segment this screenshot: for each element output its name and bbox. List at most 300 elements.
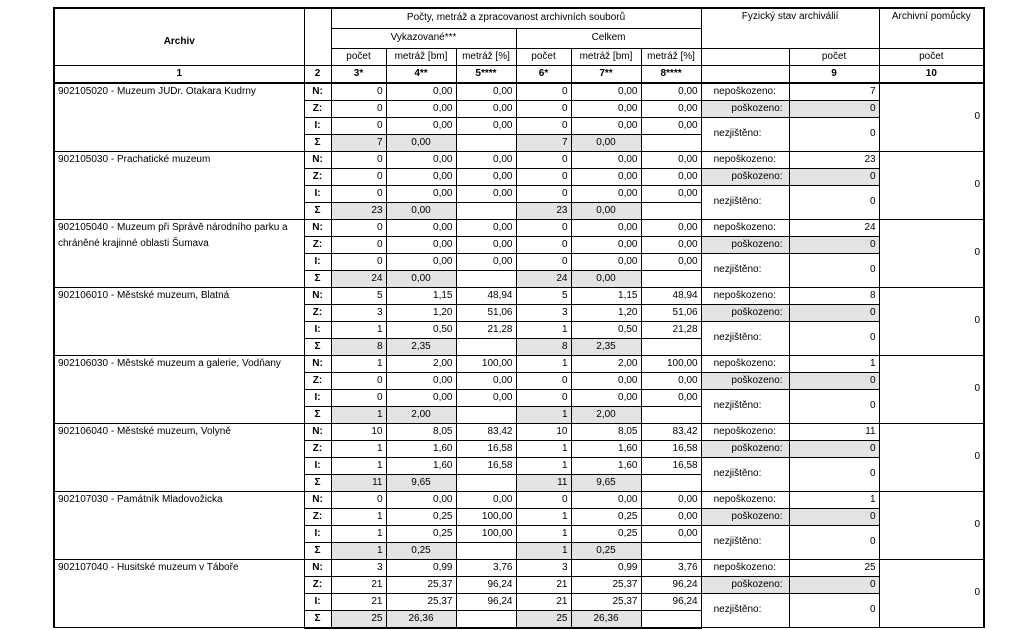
sum-value: 8 — [331, 338, 386, 355]
cell-value: 0 — [331, 83, 386, 101]
header-metraz-bm: metráž [bm] — [571, 48, 641, 65]
row-code: Z: — [304, 304, 331, 321]
status-label-nez: nezjištěno: — [701, 185, 789, 219]
cell-value: 0,00 — [456, 185, 516, 202]
cell-value: 0,00 — [571, 168, 641, 185]
status-label-nez: nezjištěno: — [701, 321, 789, 355]
sum-value: 26,36 — [571, 610, 641, 628]
row-code-sum: Σ — [304, 406, 331, 423]
sum-value: 2,00 — [571, 406, 641, 423]
cell-value: 21 — [516, 576, 571, 593]
cell-value: 1,20 — [571, 304, 641, 321]
status-label-nez: nezjištěno: — [701, 117, 789, 151]
status-value: 25 — [789, 559, 879, 576]
archive-name: 902107030 - Památník Mladovožicka — [54, 491, 304, 559]
row-code: Z: — [304, 508, 331, 525]
cell-value: 0,00 — [386, 253, 456, 270]
status-value: 0 — [789, 117, 879, 151]
cell-value: 51,06 — [456, 304, 516, 321]
sum-value: 0,00 — [386, 270, 456, 287]
sum-value: 7 — [331, 134, 386, 151]
row-code: Z: — [304, 100, 331, 117]
archive-row-n — [54, 219, 984, 236]
header-archivni-pomucky: Archivní pomůcky — [879, 8, 984, 48]
status-value: 1 — [789, 355, 879, 372]
cell-value: 3 — [516, 559, 571, 576]
sum-value: 24 — [331, 270, 386, 287]
sum-value: 26,36 — [386, 610, 456, 628]
cell-value: 1,20 — [386, 304, 456, 321]
row-code: I: — [304, 593, 331, 610]
archive-table — [53, 7, 985, 629]
status-value: 0 — [789, 321, 879, 355]
cell-value: 0 — [516, 491, 571, 508]
cell-value: 0,50 — [386, 321, 456, 338]
sum-value: 25 — [516, 610, 571, 628]
cell-value: 10 — [516, 423, 571, 440]
header-pocet: počet — [789, 48, 879, 65]
cell-value: 0,00 — [571, 117, 641, 134]
col-number: 5**** — [456, 65, 516, 83]
cell-value: 5 — [516, 287, 571, 304]
sum-value: 2,35 — [386, 338, 456, 355]
cell-value: 0,00 — [456, 491, 516, 508]
cell-value: 25,37 — [386, 576, 456, 593]
cell-value: 1 — [331, 355, 386, 372]
cell-value: 25,37 — [571, 593, 641, 610]
header-vykazovane: Vykazované*** — [331, 28, 516, 48]
cell-value: 1 — [516, 457, 571, 474]
sum-value: 0,00 — [571, 134, 641, 151]
cell-value: 100,00 — [456, 355, 516, 372]
row-code: Z: — [304, 168, 331, 185]
cell-value: 0,00 — [641, 389, 701, 406]
cell-value: 0 — [516, 185, 571, 202]
archive-row-n — [54, 491, 984, 508]
cell-value: 0,25 — [386, 525, 456, 542]
sum-value: 11 — [331, 474, 386, 491]
row-code: N: — [304, 559, 331, 576]
cell-value: 0 — [516, 100, 571, 117]
sum-value: 0,00 — [571, 270, 641, 287]
cell-value: 0,99 — [571, 559, 641, 576]
cell-value: 0 — [331, 236, 386, 253]
cell-value: 0,00 — [641, 372, 701, 389]
cell-value: 0 — [331, 151, 386, 168]
row-code-sum: Σ — [304, 474, 331, 491]
pomucky-value: 0 — [879, 219, 984, 287]
cell-value: 0,00 — [571, 219, 641, 236]
row-code: Z: — [304, 236, 331, 253]
header-metraz-pct: metráž [%] — [641, 48, 701, 65]
status-label-po: poškozeno: — [701, 372, 789, 389]
row-code: I: — [304, 457, 331, 474]
status-label-po: poškozeno: — [701, 236, 789, 253]
cell-value: 0,00 — [641, 185, 701, 202]
pomucky-value: 0 — [879, 83, 984, 152]
row-code: N: — [304, 151, 331, 168]
archive-name: 902107040 - Husitské muzeum v Táboře — [54, 559, 304, 628]
sum-value: 0,25 — [386, 542, 456, 559]
row-code-sum: Σ — [304, 610, 331, 628]
cell-value: 0,00 — [386, 117, 456, 134]
row-code-sum: Σ — [304, 270, 331, 287]
status-value: 0 — [789, 593, 879, 628]
archive-row-n — [54, 83, 984, 101]
row-code: Z: — [304, 440, 331, 457]
cell-value: 1,60 — [386, 440, 456, 457]
pomucky-value: 0 — [879, 423, 984, 491]
header-celkem: Celkem — [516, 28, 701, 48]
sum-blank — [641, 202, 701, 219]
status-label-nepo: nepoškozeno: — [701, 219, 789, 236]
cell-value: 0 — [331, 372, 386, 389]
status-label-po: poškozeno: — [701, 508, 789, 525]
cell-value: 0,00 — [641, 168, 701, 185]
cell-value: 1,15 — [571, 287, 641, 304]
cell-value: 0,00 — [456, 253, 516, 270]
cell-value: 0 — [516, 83, 571, 101]
cell-value: 0,00 — [386, 372, 456, 389]
col-number: 2 — [304, 65, 331, 83]
cell-value: 0 — [516, 253, 571, 270]
cell-value: 0,00 — [386, 83, 456, 101]
status-label-nepo: nepoškozeno: — [701, 151, 789, 168]
cell-value: 0,00 — [571, 491, 641, 508]
sum-blank — [456, 338, 516, 355]
sum-blank — [456, 610, 516, 628]
sum-value: 9,65 — [571, 474, 641, 491]
archive-row-n — [54, 355, 984, 372]
status-value: 0 — [789, 100, 879, 117]
cell-value: 8,05 — [386, 423, 456, 440]
status-value: 0 — [789, 253, 879, 287]
col-number: 6* — [516, 65, 571, 83]
cell-value: 0,99 — [386, 559, 456, 576]
cell-value: 0 — [516, 219, 571, 236]
col-number: 8**** — [641, 65, 701, 83]
archive-name: 902105030 - Prachatické muzeum — [54, 151, 304, 219]
cell-value: 0,00 — [571, 253, 641, 270]
cell-value: 96,24 — [641, 576, 701, 593]
cell-value: 3 — [331, 559, 386, 576]
sum-blank — [641, 406, 701, 423]
sum-blank — [641, 542, 701, 559]
cell-value: 1 — [331, 321, 386, 338]
sum-blank — [641, 338, 701, 355]
status-value: 7 — [789, 83, 879, 101]
cell-value: 2,00 — [571, 355, 641, 372]
status-label-nepo: nepoškozeno: — [701, 423, 789, 440]
status-value: 0 — [789, 508, 879, 525]
cell-value: 0,00 — [456, 100, 516, 117]
status-label-nez: nezjištěno: — [701, 457, 789, 491]
cell-value: 0,00 — [641, 219, 701, 236]
cell-value: 1 — [331, 440, 386, 457]
cell-value: 0,25 — [571, 508, 641, 525]
cell-value: 1 — [331, 525, 386, 542]
cell-value: 1 — [516, 355, 571, 372]
status-value: 0 — [789, 576, 879, 593]
status-label-nepo: nepoškozeno: — [701, 355, 789, 372]
row-code: I: — [304, 117, 331, 134]
cell-value: 0,00 — [456, 389, 516, 406]
status-label-nez: nezjištěno: — [701, 253, 789, 287]
cell-value: 0,00 — [641, 83, 701, 101]
sum-blank — [456, 542, 516, 559]
col-number-blank — [701, 65, 789, 83]
archive-name: 902106030 - Městské muzeum a galerie, Vodňany — [54, 355, 304, 423]
cell-value: 16,58 — [641, 457, 701, 474]
cell-value: 0,25 — [386, 508, 456, 525]
sum-blank — [456, 202, 516, 219]
cell-value: 0 — [331, 389, 386, 406]
status-value: 11 — [789, 423, 879, 440]
status-label-nepo: nepoškozeno: — [701, 491, 789, 508]
cell-value: 96,24 — [641, 593, 701, 610]
cell-value: 0 — [516, 372, 571, 389]
col-number: 4** — [386, 65, 456, 83]
cell-value: 0,00 — [571, 236, 641, 253]
cell-value: 1 — [516, 525, 571, 542]
cell-value: 2,00 — [386, 355, 456, 372]
cell-value: 16,58 — [456, 457, 516, 474]
cell-value: 0 — [516, 236, 571, 253]
sum-blank — [456, 474, 516, 491]
cell-value: 0 — [331, 185, 386, 202]
status-value: 0 — [789, 389, 879, 423]
status-label-nez: nezjištěno: — [701, 389, 789, 423]
row-code: Z: — [304, 576, 331, 593]
header-metraz-bm: metráž [bm] — [386, 48, 456, 65]
cell-value: 0,00 — [641, 491, 701, 508]
pomucky-value: 0 — [879, 287, 984, 355]
header-pocet: počet — [516, 48, 571, 65]
sum-value: 0,25 — [571, 542, 641, 559]
sum-blank — [641, 610, 701, 628]
header-code-blank — [304, 8, 331, 65]
cell-value: 0,00 — [641, 236, 701, 253]
row-code: N: — [304, 219, 331, 236]
cell-value: 100,00 — [456, 525, 516, 542]
cell-value: 48,94 — [641, 287, 701, 304]
cell-value: 0 — [331, 253, 386, 270]
row-code: I: — [304, 389, 331, 406]
cell-value: 0,00 — [456, 117, 516, 134]
sum-value: 24 — [516, 270, 571, 287]
cell-value: 21 — [331, 593, 386, 610]
header-fyzicky-stav: Fyzický stav archiválií — [701, 8, 879, 48]
cell-value: 96,24 — [456, 576, 516, 593]
status-value: 0 — [789, 236, 879, 253]
sum-value: 25 — [331, 610, 386, 628]
sum-blank — [456, 134, 516, 151]
cell-value: 0,00 — [386, 219, 456, 236]
cell-value: 96,24 — [456, 593, 516, 610]
sum-value: 9,65 — [386, 474, 456, 491]
col-number: 7** — [571, 65, 641, 83]
status-label-po: poškozeno: — [701, 168, 789, 185]
row-code: N: — [304, 287, 331, 304]
row-code: I: — [304, 185, 331, 202]
pomucky-value: 0 — [879, 151, 984, 219]
status-value: 8 — [789, 287, 879, 304]
cell-value: 16,58 — [641, 440, 701, 457]
cell-value: 0,00 — [641, 508, 701, 525]
status-value: 0 — [789, 457, 879, 491]
cell-value: 25,37 — [386, 593, 456, 610]
cell-value: 1,15 — [386, 287, 456, 304]
cell-value: 48,94 — [456, 287, 516, 304]
sum-value: 8 — [516, 338, 571, 355]
row-code-sum: Σ — [304, 202, 331, 219]
cell-value: 1 — [516, 440, 571, 457]
status-label-nez: nezjištěno: — [701, 525, 789, 559]
cell-value: 100,00 — [641, 355, 701, 372]
row-code: N: — [304, 491, 331, 508]
cell-value: 0,00 — [456, 168, 516, 185]
cell-value: 0,00 — [386, 168, 456, 185]
pomucky-value: 0 — [879, 559, 984, 628]
sum-value: 23 — [516, 202, 571, 219]
archive-row-n — [54, 287, 984, 304]
sum-blank — [641, 474, 701, 491]
cell-value: 0,00 — [641, 253, 701, 270]
cell-value: 1,60 — [386, 457, 456, 474]
cell-value: 0,00 — [386, 491, 456, 508]
cell-value: 3 — [516, 304, 571, 321]
cell-value: 0,00 — [571, 372, 641, 389]
cell-value: 0,00 — [386, 100, 456, 117]
row-code: I: — [304, 321, 331, 338]
cell-value: 0,00 — [386, 236, 456, 253]
cell-value: 0,00 — [641, 117, 701, 134]
cell-value: 1,60 — [571, 457, 641, 474]
header-group-title: Počty, metráž a zpracovanost archivních souborů — [331, 8, 701, 28]
cell-value: 0,00 — [571, 100, 641, 117]
archive-name: 902105020 - Muzeum JUDr. Otakara Kudrny — [54, 83, 304, 152]
status-label-nepo: nepoškozeno: — [701, 83, 789, 101]
sum-blank — [641, 134, 701, 151]
row-code-sum: Σ — [304, 542, 331, 559]
cell-value: 100,00 — [456, 508, 516, 525]
status-label-po: poškozeno: — [701, 304, 789, 321]
status-value: 0 — [789, 304, 879, 321]
pomucky-value: 0 — [879, 491, 984, 559]
status-label-po: poškozeno: — [701, 576, 789, 593]
sum-value: 1 — [331, 406, 386, 423]
cell-value: 21 — [331, 576, 386, 593]
cell-value: 0,00 — [386, 185, 456, 202]
pomucky-value: 0 — [879, 355, 984, 423]
cell-value: 1 — [331, 457, 386, 474]
header-blank — [701, 48, 789, 65]
cell-value: 0,00 — [641, 151, 701, 168]
row-code: Z: — [304, 372, 331, 389]
cell-value: 0 — [331, 168, 386, 185]
archive-report-sheet — [53, 7, 983, 625]
sum-blank — [456, 406, 516, 423]
cell-value: 0,50 — [571, 321, 641, 338]
cell-value: 0 — [331, 491, 386, 508]
archive-name: 902106040 - Městské muzeum, Volyně — [54, 423, 304, 491]
cell-value: 0,00 — [456, 83, 516, 101]
cell-value: 0,00 — [641, 525, 701, 542]
status-value: 0 — [789, 168, 879, 185]
cell-value: 0,00 — [456, 236, 516, 253]
sum-value: 23 — [331, 202, 386, 219]
status-value: 0 — [789, 525, 879, 559]
cell-value: 10 — [331, 423, 386, 440]
cell-value: 0 — [516, 151, 571, 168]
col-number: 1 — [54, 65, 304, 83]
cell-value: 0,00 — [386, 389, 456, 406]
row-code: I: — [304, 253, 331, 270]
cell-value: 0,00 — [456, 219, 516, 236]
sum-blank — [641, 270, 701, 287]
row-code-sum: Σ — [304, 134, 331, 151]
cell-value: 1 — [516, 508, 571, 525]
cell-value: 1,60 — [571, 440, 641, 457]
status-value: 0 — [789, 185, 879, 219]
sum-blank — [456, 270, 516, 287]
row-code: N: — [304, 355, 331, 372]
archive-name: 902106010 - Městské muzeum, Blatná — [54, 287, 304, 355]
row-code-sum: Σ — [304, 338, 331, 355]
status-label-po: poškozeno: — [701, 100, 789, 117]
row-code: N: — [304, 83, 331, 101]
cell-value: 0,00 — [641, 100, 701, 117]
cell-value: 0,00 — [571, 185, 641, 202]
status-value: 23 — [789, 151, 879, 168]
cell-value: 21,28 — [641, 321, 701, 338]
cell-value: 51,06 — [641, 304, 701, 321]
status-label-nez: nezjištěno: — [701, 593, 789, 628]
archive-row-n — [54, 559, 984, 576]
cell-value: 3,76 — [456, 559, 516, 576]
status-value: 24 — [789, 219, 879, 236]
archive-row-n — [54, 423, 984, 440]
header-metraz-pct: metráž [%] — [456, 48, 516, 65]
cell-value: 0 — [516, 168, 571, 185]
header-pocet: počet — [331, 48, 386, 65]
cell-value: 1 — [331, 508, 386, 525]
header-archiv: Archiv — [54, 8, 304, 65]
cell-value: 1 — [516, 321, 571, 338]
cell-value: 83,42 — [641, 423, 701, 440]
cell-value: 83,42 — [456, 423, 516, 440]
cell-value: 3 — [331, 304, 386, 321]
status-value: 0 — [789, 440, 879, 457]
status-value: 0 — [789, 372, 879, 389]
status-label-po: poškozeno: — [701, 440, 789, 457]
status-value: 1 — [789, 491, 879, 508]
col-number: 3* — [331, 65, 386, 83]
cell-value: 3,76 — [641, 559, 701, 576]
sum-value: 0,00 — [386, 202, 456, 219]
cell-value: 0,00 — [571, 389, 641, 406]
sum-value: 2,35 — [571, 338, 641, 355]
cell-value: 0 — [516, 117, 571, 134]
sum-value: 0,00 — [386, 134, 456, 151]
cell-value: 0,00 — [571, 151, 641, 168]
cell-value: 0,00 — [386, 151, 456, 168]
sum-value: 1 — [331, 542, 386, 559]
cell-value: 21,28 — [456, 321, 516, 338]
row-code: N: — [304, 423, 331, 440]
col-number: 9 — [789, 65, 879, 83]
sum-value: 2,00 — [386, 406, 456, 423]
